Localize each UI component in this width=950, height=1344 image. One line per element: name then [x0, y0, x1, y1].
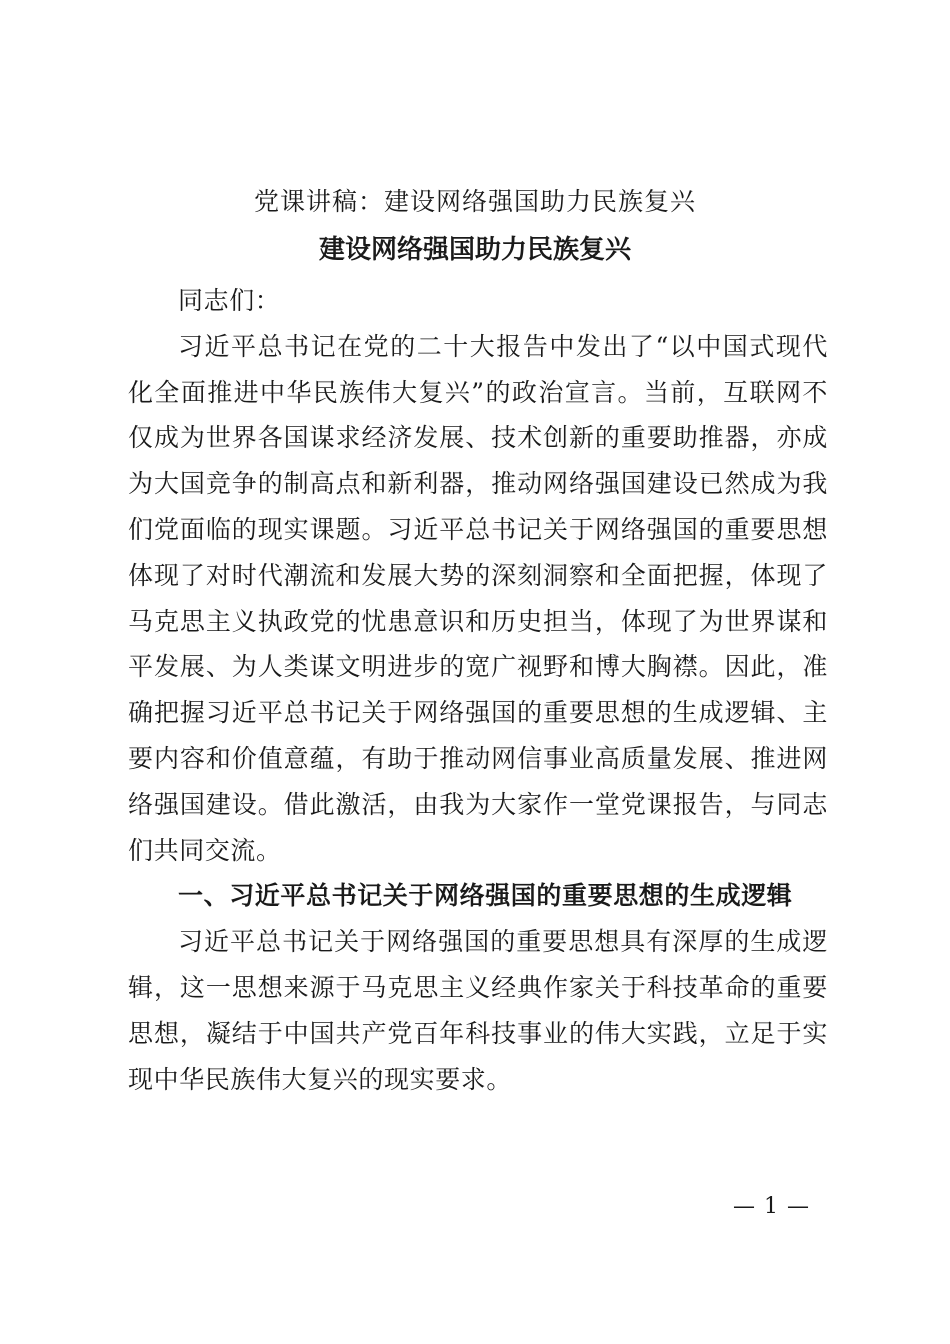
intro-paragraph: 习近平总书记在党的二十大报告中发出了“以中国式现代化全面推进中华民族伟大复兴”的政治宣言。当前，互联网不仅成为世界各国谋求经济发展、技术创新的重要助推器，亦成为大国竞争的制高点和新利器，推动网络强国建设已然成为我们党面临的现实课题。习近平总书记关于网络强国的重要思想体现了对时代潮流和发展大势的深刻洞察和全面把握，体现了马克思主义执政党的忧患意识和历史担当，体现了为世界谋和平发展、为人类谋文明进步的宽广视野和博大胸襟。因此，准确把握习近平总书记关于网络强国的重要思想的生成逻辑、主要内容和价值意蕴，有助于推动网信事业高质量发展、推进网络强国建设。借此激活，由我为大家作一堂党课报告，与同志们共同交流。 [128, 331, 828, 865]
greeting: 同志们： [178, 286, 281, 315]
page-number: — 1 — [733, 1194, 810, 1219]
section-heading: 一、习近平总书记关于网络强国的重要思想的生成逻辑 [178, 881, 793, 911]
section-paragraph: 习近平总书记关于网络强国的重要思想具有深厚的生成逻辑，这一思想来源于马克思主义经典作家关于科技革命的重要思想，凝结于中国共产党百年科技事业的伟大实践，立足于实现中华民族伟大复兴的现实要求。 [128, 927, 828, 1094]
document-title: 建设网络强国助力民族复兴 [318, 235, 631, 265]
document-subtitle: 党课讲稿：建设网络强国助力民族复兴 [253, 187, 696, 216]
document-body [128, 278, 828, 1102]
